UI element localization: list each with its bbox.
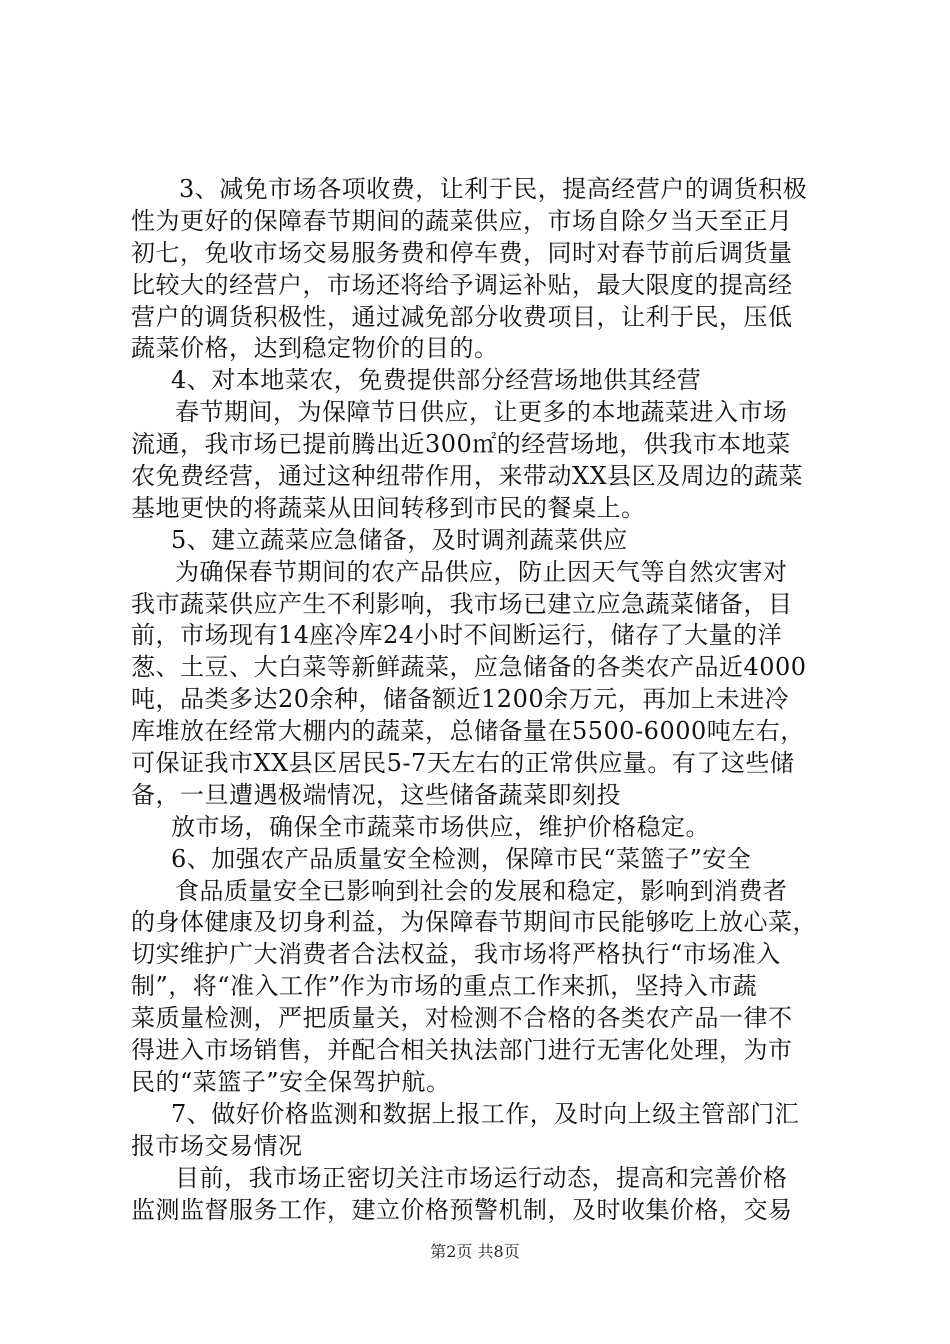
- text-line: 葱、土豆、大白菜等新鲜蔬菜，应急储备的各类农产品近4000: [131, 653, 807, 682]
- text-line: 菜质量检测，严把质量关，对检测不合格的各类农产品一律不: [131, 1004, 793, 1033]
- text-line: 7、做好价格监测和数据上报工作，及时向上级主管部门汇: [171, 1099, 800, 1128]
- text-line: 初七，免收市场交易服务费和停车费，同时对春节前后调货量: [131, 238, 793, 267]
- text-line: 前，市场现有14座冷库24小时不间断运行，储存了大量的洋: [131, 621, 783, 650]
- text-line: 目前，我市场正密切关注市场运行动态，提高和完善价格: [175, 1163, 788, 1192]
- text-line: 可保证我市XX县区居民5-7天左右的正常供应量。有了这些储: [131, 749, 795, 778]
- text-line: 备，一旦遭遇极端情况，这些储备蔬菜即刻投: [131, 780, 621, 809]
- text-line: 基地更快的将蔬菜从田间转移到市民的餐桌上。: [131, 493, 646, 522]
- text-line: 春节期间，为保障节日供应，让更多的本地蔬菜进入市场: [175, 398, 788, 427]
- text-line: 3、减免市场各项收费，让利于民，提高经营户的调货积极: [179, 175, 808, 203]
- page-footer: 第2页 共8页: [430, 1242, 520, 1261]
- text-line: 蔬菜价格，达到稳定物价的目的。: [131, 334, 499, 363]
- text-line: 营户的调货积极性，通过减免部分收费项目，让利于民，压低: [131, 302, 793, 331]
- text-line: 食品质量安全已影响到社会的发展和稳定，影响到消费者: [175, 876, 788, 905]
- text-line: 切实维护广大消费者合法权益，我市场将严格执行“市场准入: [131, 940, 781, 969]
- text-line: 吨，品类多达20余种，储备额近1200余万元，再加上未进冷: [131, 685, 790, 714]
- text-line: 放市场，确保全市蔬菜市场供应，维护价格稳定。: [171, 812, 710, 841]
- text-line: 农免费经营，通过这种纽带作用，来带动XX县区及周边的蔬菜: [131, 462, 804, 491]
- text-line: 得进入市场销售，并配合相关执法部门进行无害化处理，为市: [131, 1036, 793, 1065]
- text-line: 流通，我市场已提前腾出近300㎡的经营场地，供我市本地菜: [131, 430, 791, 459]
- text-line: 5、建立蔬菜应急储备，及时调剂蔬菜供应: [171, 525, 628, 554]
- text-line: 的身体健康及切身利益，为保障春节期间市民能够吃上放心菜，: [131, 908, 817, 937]
- text-line: 比较大的经营户，市场还将给予调运补贴，最大限度的提高经: [131, 270, 793, 299]
- text-line: 我市蔬菜供应产生不利影响，我市场已建立应急蔬菜储备，目: [131, 589, 793, 618]
- text-line: 4、对本地菜农，免费提供部分经营场地供其经营: [171, 366, 702, 395]
- text-line: 性为更好的保障春节期间的蔬菜供应，市场自除夕当天至正月: [131, 206, 793, 235]
- text-line: 监测监督服务工作，建立价格预警机制，及时收集价格，交易: [131, 1195, 793, 1224]
- text-line: 6、加强农产品质量安全检测，保障市民“菜篮子”安全: [171, 844, 752, 873]
- document-body: [131, 174, 831, 1226]
- text-line: 库堆放在经常大棚内的蔬菜，总储备量在5500-6000吨左右，: [131, 717, 805, 746]
- text-line: 民的“菜篮子”安全保驾护航。: [131, 1067, 451, 1096]
- text-line: 报市场交易情况: [131, 1131, 303, 1160]
- text-line: 制”，将“准入工作”作为市场的重点工作来抓，坚持入市蔬: [131, 972, 758, 1001]
- text-line: 为确保春节期间的农产品供应，防止因天气等自然灾害对: [175, 557, 788, 586]
